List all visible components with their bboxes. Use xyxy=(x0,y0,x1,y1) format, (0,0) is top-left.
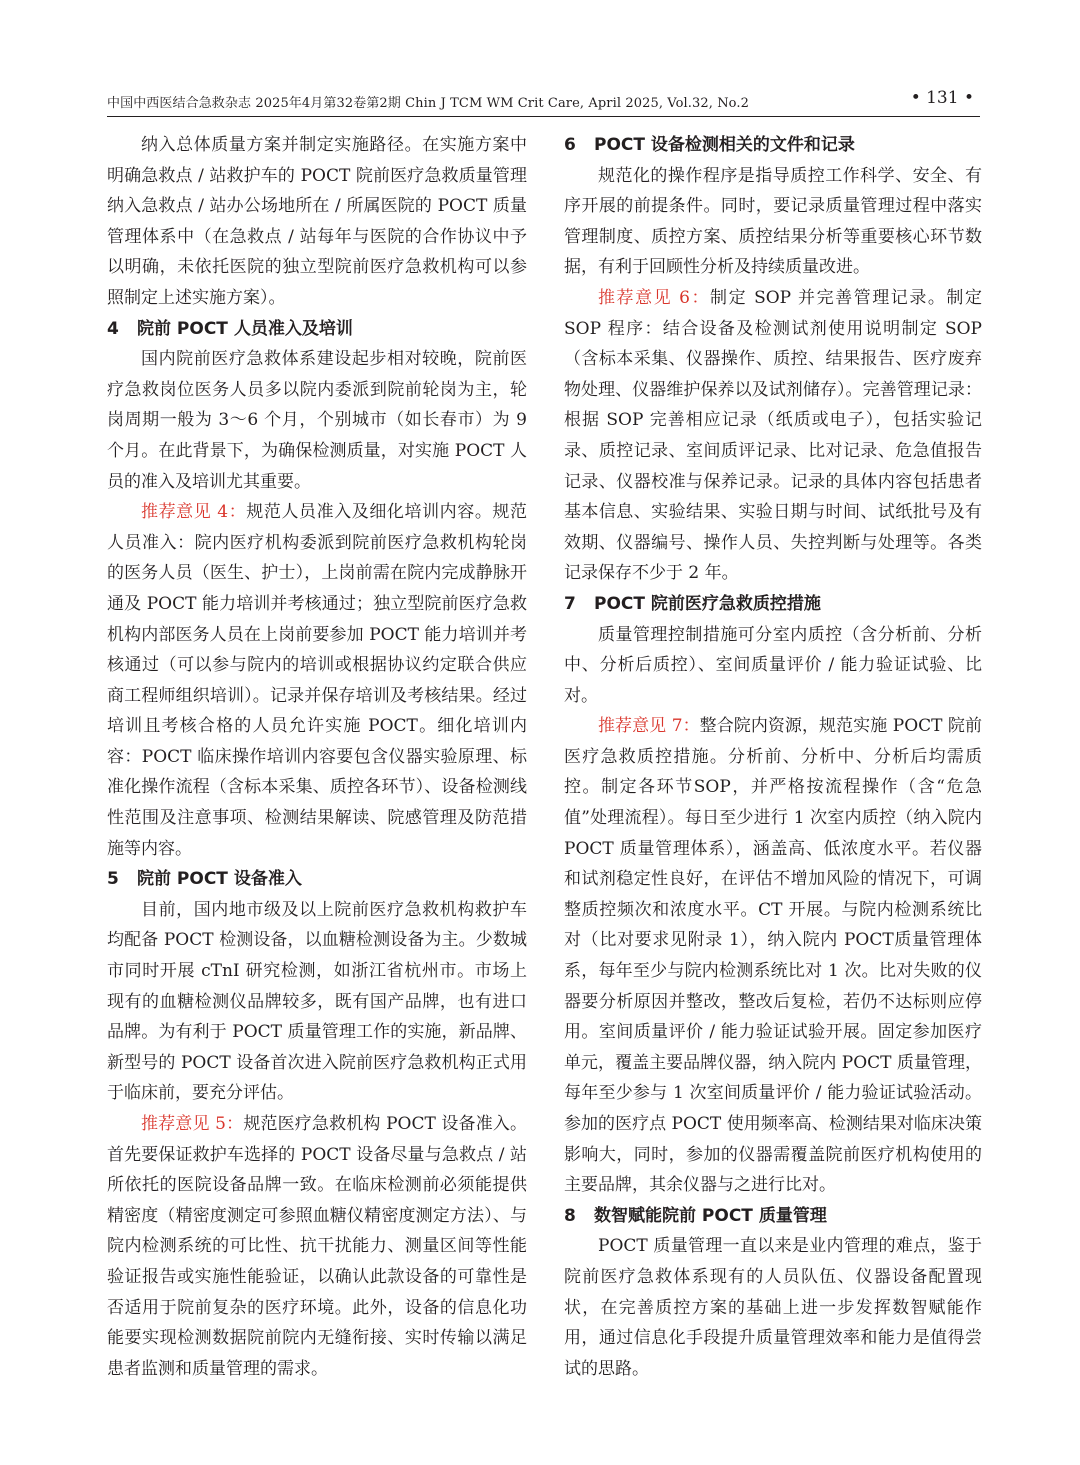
section-title: POCT 设备检测相关的文件和记录 xyxy=(594,135,855,155)
recommendation-5 xyxy=(107,1109,527,1384)
right-column xyxy=(564,130,982,1384)
section-number: 6 xyxy=(564,135,576,155)
header-rule xyxy=(107,116,980,117)
running-header xyxy=(107,88,980,114)
section-8-heading xyxy=(564,1201,982,1232)
section-8-paragraph: POCT 质量管理一直以来是业内管理的难点，鉴于院前医疗急救体系现有的人员队伍、仪器设备配置现状，在完善质控方案的基础上进一步发挥数智赋能作用，通过信息化手段提升质量管理效率和能力是值得尝试的思路。 xyxy=(564,1236,982,1379)
section-5-paragraph: 目前，国内地市级及以上院前医疗急救机构救护车均配备 POCT 检测设备，以血糖检测设备为主。少数城市同时开展 cTnI 研究检测，如浙江省杭州市。市场上现有的血糖检测仪品牌较多，既有国产品牌，也有进口品牌。为有利于 POCT 质量管理工作的实施，新品牌、新型号的 POCT 设备首次进入院前医疗急救机构正式用于临床前，要充分评估。 xyxy=(107,899,527,1104)
section-4-heading xyxy=(107,314,527,345)
recommendation-text: 规范人员准入及细化培训内容。规范人员准入：院内医疗机构委派到院前医疗急救机构轮岗的医务人员（医生、护士），上岗前需在院内完成静脉开通及 POCT 能力培训并考核通过；独立型院前医疗急救机构内部医务人员在上岗前要参加 POCT 能力培训并考核通过（可以参与院内的培训或根据协议约定联合供应商工程师组织培训）。记录并保存培训及考核结果。经过培训且考核合格的人员允许实施 POCT。细化培训内容：POCT 临床操作培训内容要包含仪器实验原理、标准化操作流程（含标本采集、质控各环节）、设备检测线性范围及注意事项、检测结果解读、院感管理及防范措施等内容。 xyxy=(107,502,527,859)
section-number: 8 xyxy=(564,1205,576,1226)
recommendation-label: 推荐意见 4： xyxy=(141,502,247,523)
recommendation-6 xyxy=(564,283,982,589)
section-number: 4 xyxy=(107,318,119,339)
intro-paragraph: 纳入总体质量方案并制定实施路径。在实施方案中明确急救点 / 站救护车的 POCT 院前医疗急救质量管理纳入急救点 / 站办公场地所在 / 所属医院的 POCT 质量管理体系中（在急救点 / 站每年与医院的合作协议中予以明确，未依托医院的独立型院前医疗急救机构可以参照制定上述实施方案）。 xyxy=(107,135,527,308)
recommendation-4 xyxy=(107,497,527,864)
section-7-paragraph: 质量管理控制措施可分室内质控（含分析前、分析中、分析后质控）、室间质量评价 / 能力验证试验、比对。 xyxy=(564,624,982,706)
recommendation-text: 规范医疗急救机构 POCT 设备准入。首先要保证救护车选择的 POCT 设备尽量与急救点 / 站所依托的医院设备品牌一致。在临床检测前必须能提供精密度（精密度测定可参照血糖仪精密度测定方法）、与院内检测系统的可比性、抗干扰能力、测量区间等性能验证报告或实施性能验证，以确认此款设备的可靠性是否适用于院前复杂的医疗环境。此外，设备的信息化功能要实现检测数据院前院内无缝衔接、实时传输以满足患者监测和质量管理的需求。 xyxy=(107,1114,527,1379)
section-6-heading xyxy=(564,130,982,161)
section-6-paragraph: 规范化的操作程序是指导质控工作科学、安全、有序开展的前提条件。同时，要记录质量管理过程中落实管理制度、质控方案、质控结果分析等重要核心环节数据，有利于回顾性分析及持续质量改进。 xyxy=(564,165,982,278)
left-column xyxy=(107,130,527,1384)
journal-citation: 中国中西医结合急救杂志 2025年4月第32卷第2期 Chin J TCM WM Crit Care, April 2025, Vol.32, No.2 xyxy=(107,96,749,111)
recommendation-text: 整合院内资源，规范实施 POCT 院前医疗急救质控措施。分析前、分析中、分析后均需质控。制定各环节SOP，并严格按流程操作（含“危急值”处理流程）。每日至少进行 1 次室内质控（纳入院内 POCT 质量管理体系），涵盖高、低浓度水平。若仪器和试剂稳定性良好，在评估不增加风险的情况下，可调整质控频次和浓度水平。CT 开展。与院内检测系统比对（比对要求见附录 1），纳入院内 POCT质量管理体系，每年至少与院内检测系统比对 1 次。比对失败的仪器要分析原因并整改，整改后复检，若仍不达标则应停用。室间质量评价 / 能力验证试验开展。固定参加医疗单元，覆盖主要品牌仪器，纳入院内 POCT 质量管理，每年至少参与 1 次室间质量评价 / 能力验证试验活动。参加的医疗点 POCT 使用频率高、检测结果对临床决策影响大，同时，参加的仪器需覆盖院前医疗机构使用的主要品牌，其余仪器与之进行比对。 xyxy=(564,716,982,1196)
recommendation-7 xyxy=(564,711,982,1201)
section-4-paragraph: 国内院前医疗急救体系建设起步相对较晚，院前医疗急救岗位医务人员多以院内委派到院前轮岗为主，轮岗周期一般为 3～6 个月，个别城市（如长春市）为 9 个月。在此背景下，为确保检测质量，对实施 POCT 人员的准入及培训尤其重要。 xyxy=(107,349,527,492)
section-title: POCT 院前医疗急救质控措施 xyxy=(594,593,821,614)
section-5-heading xyxy=(107,864,527,895)
section-number: 5 xyxy=(107,869,119,890)
section-7-heading xyxy=(564,589,982,620)
section-title: 数智赋能院前 POCT 质量管理 xyxy=(594,1205,827,1226)
section-title: 院前 POCT 设备准入 xyxy=(137,869,302,890)
recommendation-label: 推荐意见 7： xyxy=(598,716,700,737)
section-title: 院前 POCT 人员准入及培训 xyxy=(137,318,353,339)
section-number: 7 xyxy=(564,593,576,614)
recommendation-text: 制定 SOP 并完善管理记录。制定 SOP 程序：结合设备及检测试剂使用说明制定 SOP（含标本采集、仪器操作、质控、结果报告、医疗废弃物处理、仪器维护保养以及试剂储存）。完善管理记录：根据 SOP 完善相应记录（纸质或电子），包括实验记录、质控记录、室间质评记录、比对记录、危急值报告记录、仪器校准与保养记录。记录的具体内容包括患者基本信息、实验结果、实验日期与时间、试纸批号及有效期、仪器编号、操作人员、失控判断与处理等。各类记录保存不少于 2 年。 xyxy=(564,287,982,584)
recommendation-label: 推荐意见 6： xyxy=(598,287,711,308)
recommendation-label: 推荐意见 5： xyxy=(141,1114,244,1134)
page-number: • 131 • xyxy=(910,88,974,108)
